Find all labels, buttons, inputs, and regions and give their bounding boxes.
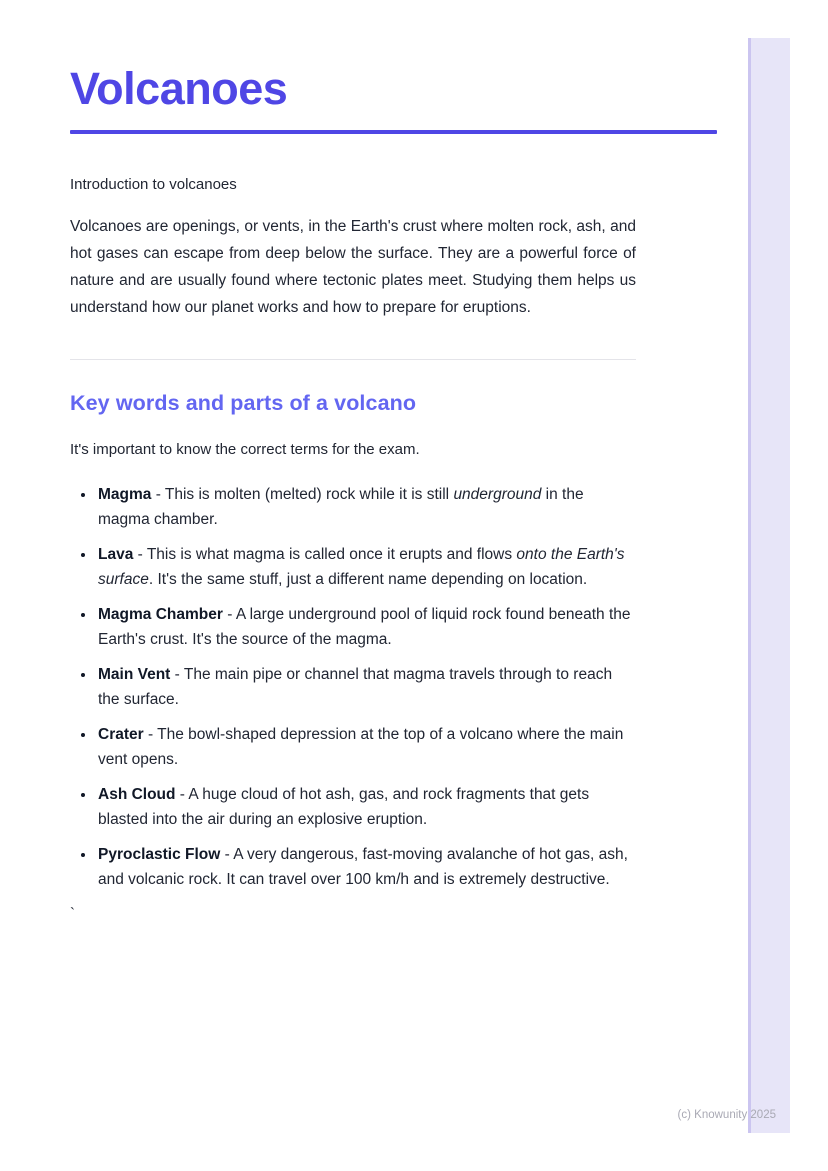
section-heading: Key words and parts of a volcano	[70, 390, 417, 415]
keyword-definition-segment: - The bowl-shaped depression at the top of a volcano where the main vent opens.	[98, 725, 624, 768]
title-underline	[70, 130, 717, 134]
keyword-item	[96, 482, 636, 533]
keyword-item	[96, 782, 636, 833]
intro-paragraph: Volcanoes are openings, or vents, in the Earth's crust where molten rock, ash, and hot gases can escape from deep below the surface. They are a powerful force of nature and are usually found where tectonic plates meet. Studying them helps us understand how our planet works and how to prepare for eruptions.	[70, 217, 636, 316]
keyword-item	[96, 542, 636, 593]
keyword-term: Crater	[98, 725, 144, 743]
keyword-definition-segment: - This is what magma is called once it erupts and flows	[133, 545, 517, 563]
stray-character: `	[70, 904, 75, 922]
keyword-definition-segment: . It's the same stuff, just a different name depending on location.	[148, 571, 588, 588]
keyword-item	[96, 662, 636, 713]
keyword-term: Lava	[98, 545, 134, 563]
keyword-item	[96, 602, 636, 653]
section-divider	[70, 359, 636, 360]
keyword-definition-segment: in the magma chamber.	[98, 485, 584, 528]
keyword-list	[70, 482, 636, 893]
keyword-item	[96, 722, 636, 773]
keyword-term: Magma	[98, 485, 152, 503]
keyword-definition-segment: - A large underground pool of liquid rock found beneath the Earth's crust. It's the source of the magma.	[98, 605, 631, 648]
keyword-definition-segment: underground	[453, 485, 542, 503]
keyword-definition-segment: onto the Earth's surface	[98, 545, 625, 588]
keyword-definition-segment: - The main pipe or channel that magma travels through to reach the surface.	[98, 665, 613, 708]
footer-credit: (c) Knowunity 2025	[677, 1109, 776, 1121]
keyword-term: Ash Cloud	[98, 785, 176, 803]
keyword-definition-segment: - A huge cloud of hot ash, gas, and rock fragments that gets blasted into the air during an explosive eruption.	[98, 785, 590, 828]
keyword-item	[96, 842, 636, 893]
decorative-ribbon	[748, 38, 790, 1133]
intro-label: Introduction to volcanoes	[70, 175, 237, 193]
page-title: Volcanoes	[70, 63, 288, 114]
section-intro: It's important to know the correct terms for the exam.	[70, 440, 420, 458]
keyword-term: Magma Chamber	[98, 605, 223, 623]
document-content	[70, 0, 720, 922]
keyword-definition-segment: - A very dangerous, fast-moving avalanche of hot gas, ash, and volcanic rock. It can travel over 100 km/h and is extremely destructive.	[98, 845, 628, 888]
keyword-definition-segment: - This is molten (melted) rock while it is still	[151, 485, 454, 503]
keyword-term: Main Vent	[98, 665, 171, 683]
keyword-term: Pyroclastic Flow	[98, 845, 221, 863]
